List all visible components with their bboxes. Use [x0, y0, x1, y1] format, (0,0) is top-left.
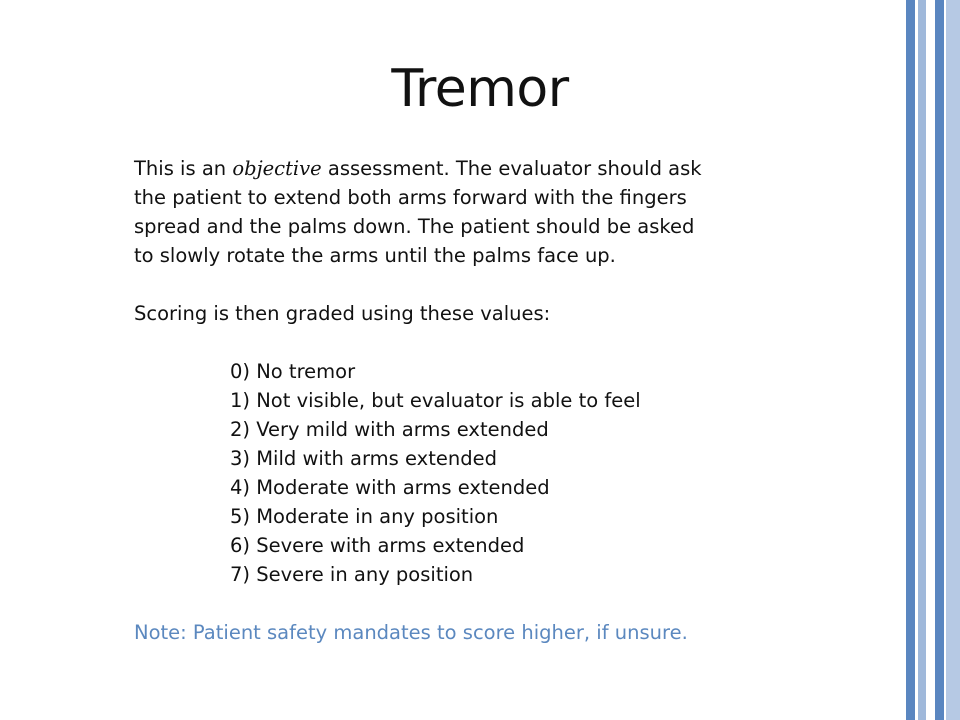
intro-emphasis: objective: [232, 157, 322, 180]
score-item: 1) Not visible, but evaluator is able to feel: [230, 389, 641, 412]
slide-body: [134, 154, 834, 647]
score-list: [134, 357, 834, 589]
score-item: 2) Very mild with arms extended: [230, 418, 549, 441]
intro-text: to slowly rotate the arms until the palms face up.: [134, 244, 616, 267]
score-item: 0) No tremor: [230, 360, 356, 383]
intro-paragraph: [134, 154, 834, 270]
slide-title: Tremor: [391, 59, 569, 119]
score-item: 5) Moderate in any position: [230, 505, 499, 528]
intro-text: the patient to extend both arms forward with the fingers: [134, 186, 687, 209]
score-item: 6) Severe with arms extended: [230, 534, 525, 557]
safety-note: Note: Patient safety mandates to score higher, if unsure.: [134, 621, 688, 644]
intro-text: spread and the palms down. The patient should be asked: [134, 215, 695, 238]
score-item: 3) Mild with arms extended: [230, 447, 497, 470]
intro-text: This is an: [134, 157, 233, 180]
score-item: 7) Severe in any position: [230, 563, 474, 586]
scoring-intro: Scoring is then graded using these values:: [134, 302, 551, 325]
intro-text: assessment. The evaluator should ask: [321, 157, 702, 180]
score-item: 4) Moderate with arms extended: [230, 476, 550, 499]
